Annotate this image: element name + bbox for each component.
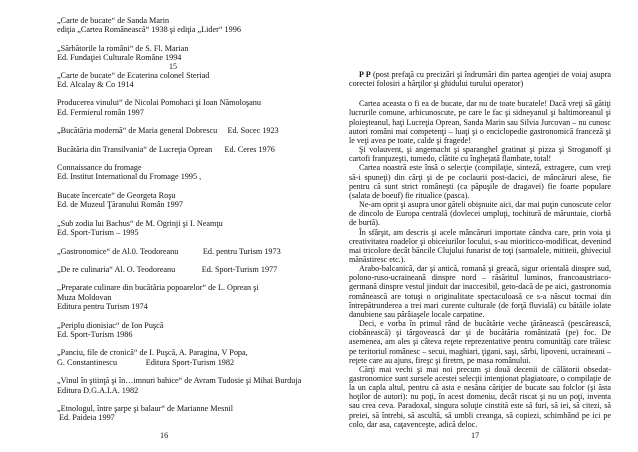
paragraph: Arabo-balcanică, dar şi antică, romană şi greacă, sigur orientală dinspre sud, polono-ruso-ucraineană dinspre nord – răsăritul luminos, francoaustriaco-germană dinspre vestul jinduit dar inaccesibil, geto-dacă de pe aici, gastronomia românească are totuşi o originalitate spectaculoasă ce s-a născut tocmai din întrepătrunderea a trei mari curente culturale (de forţă fluvială) cu bătăile iolate danubiene sau pârâiaşele locale carpatine. xyxy=(349,264,611,319)
intro-paragraph xyxy=(349,70,611,88)
bibliography-entry: Bucate încercate“ de Georgeta Roşu Ed. de Muzeul Ţăranului Român 1997 xyxy=(57,190,183,210)
bibliography-entry: Producerea vinului“ de Nicolai Pomohaci şi Ioan Nămoloşanu Ed. Fermierul român 1997 xyxy=(57,98,261,117)
paragraph: Şi volauvent, şi angemacht şi sparanghel gratinat şi pizza şi Stroganoff şi cartofi franţuzeşti, tumedo, clătite cu îngheţată flambate, total! xyxy=(349,145,611,164)
paragraph: În sfârşit, am descris şi acele mâncăruri importate cândva care, prin voia şi creativitatea roadelor şi obiceiurilor locului, s-au mioriticco-modificat, devenind mai tricolore decât băncile Clujului funarist de toţi (sarmalele, mititeii, ghiveciul mănăstiresc etc.). xyxy=(349,227,611,264)
bibliography-entry: „Sărbătorile la români“ de S. Fl. Marian Ed. Fundaţiei Culturale Române 1994 xyxy=(57,43,189,63)
paragraph: Deci, e vorba în primul rând de bucătărie veche ţărănească (pescărească, ciobănească) şi târgovească dar şi de bucătăria românizată (pe) foc. De asemenea, am ales şi câteva reţete reprezentative pentru comunităţi care trăiesc pe teritoriul românesc – secui, maghiari, ţigani, saşi, sârbi, lipoveni, ucraineani – reţete care au ajuns, fireşc şi firetrn, pe masa românului. xyxy=(349,319,611,365)
inline-page-number: 15 xyxy=(169,61,177,71)
right-page xyxy=(319,0,638,452)
bibliography-entry: „Sub zodia lui Bachus“ de M. Ogrinji şi I. Neamţu Ed. Sport-Turism – 1995 xyxy=(57,218,223,238)
bibliography-entry: „Panciu, file de cronică“ de I. Puşcă, A. Paragina, V Popa, G. Constantinescu Editura Sport-Turism 1982 xyxy=(57,348,248,367)
bibliography-entry: Connaissance du fromage Ed. Institut International du Fromage 1995 , xyxy=(57,163,202,182)
bibliography-entry: „Etnologul, între şarpe şi balaur“ de Marianne Mesnil Ed. Paideia 1997 xyxy=(57,403,233,423)
bibliography-entry: „Carte de bucate“ de Ecaterina colonel Steriad Ed. Alcalay & Co 1914 xyxy=(57,70,210,90)
bibliography-entry: „De re culinaria“ Al. O. Teodoreanu Ed. Sport-Turism 1977 xyxy=(57,264,278,274)
bibliography-list xyxy=(57,16,319,432)
paragraph: Cartea aceasta o fi ea de bucate, dar nu de toate bucatele! Dacă vreţi să gătiţi lucrurile comune, arhicunoscute, pe care le fac şi sidneyanul şi baltimoreanul şi ploieşteanul, haţi Lucreţia Oprean, Sanda Marin sau Silvia Jurcovan – nu cunosc autori români mai competenţi – luaţi şi o enciclopedie gastronomică franceză şi le veţi avea pe toate, calde şi fragede! xyxy=(349,99,611,145)
bibliography-entry: ,,Preparate culinare din bucătăria popoarelor“ de L. Oprean şi Muza Moldovan Editura pentru Turism 1974 xyxy=(57,283,259,312)
page-number-right: 17 xyxy=(471,431,480,440)
page-number-left: 16 xyxy=(160,431,169,440)
intro-text: (post prefaţă cu precizări şi îndrumări din partea agenţiei de voiaj asupra corectei folosiri a hărţilor şi ghidului turului operator) xyxy=(349,70,611,89)
paragraph: Cărţi mai vechi şi mai noi precum şi două decenii de călătorii obsedat-gastronomice sunt sursele acestei selecţii intenţionat plagiatoare, o compilaţie de la un capla altul, pentru că asta e nesăna căriţier de bucate sau folclor (şi ăsta hoţilor de autori): nu poţi, în acest domeniu, decât riscat şi nu un poţi, inventa sau crea ceva. Paradoxal, singura soluţie cinstită este să furi, să iei, să citezi, să preiei, să întrebi, să ascultă, să umbli creanga, să copiezi, schimbând pe ici pe colo, dar asa, caţavenceşte, adică deloc. xyxy=(349,364,611,429)
bibliography-entry: „Bucătăria modernă“ de Maria general Dobrescu Ed. Socec 1923 xyxy=(57,126,279,136)
intro-heading: P P xyxy=(359,70,371,79)
bibliography-entry: „Gastronomice“ de Al.0. Teodoreanu Ed. pentru Turism 1973 xyxy=(57,246,281,256)
bibliography-entry: „Periplu dionisiac“ de Ion Puşcă Ed. Sport-Turism 1986 xyxy=(57,320,164,339)
bibliography-entry: „Carte de bucate“ de Sanda Marin ediţia „Cartea Românească“ 1938 şi ediţia „Lider“ 1996 xyxy=(57,16,241,35)
bibliography-entry: Bucătăria din Transilvania“ de Lucreţia Oprean Ed. Ceres 1976 xyxy=(57,144,275,154)
paragraph: Ne-am oprit şi asupra unor găteli obişnuite aici, dar mai puţin cunoscute celor de dincolo de Europa centrală (dovlecei umpluţi, tochitură de măruntaie, ciorbă de burtă). xyxy=(349,200,611,228)
paragraph: Cartea noastră este însă o selecţie (compilaţie, sinteză, extragere, cum vreţi să-i spuneţi) din cărţi şi de pe coclaurii post-dacici, de mâncăruri alese, fie pentru că sunt strict româneşti (ca păpuşile de dragavei) fie foarte populare (salata de boeuf) fie ritualice (pasca). xyxy=(349,163,611,200)
bibliography-entry: „Vinul în ştiinţă şi în…imnuri bahice“ de Avram Tudosie şi Mihai Burduja Editura D.G.A.I.A. 1982 xyxy=(57,376,302,395)
body-text xyxy=(349,70,611,429)
